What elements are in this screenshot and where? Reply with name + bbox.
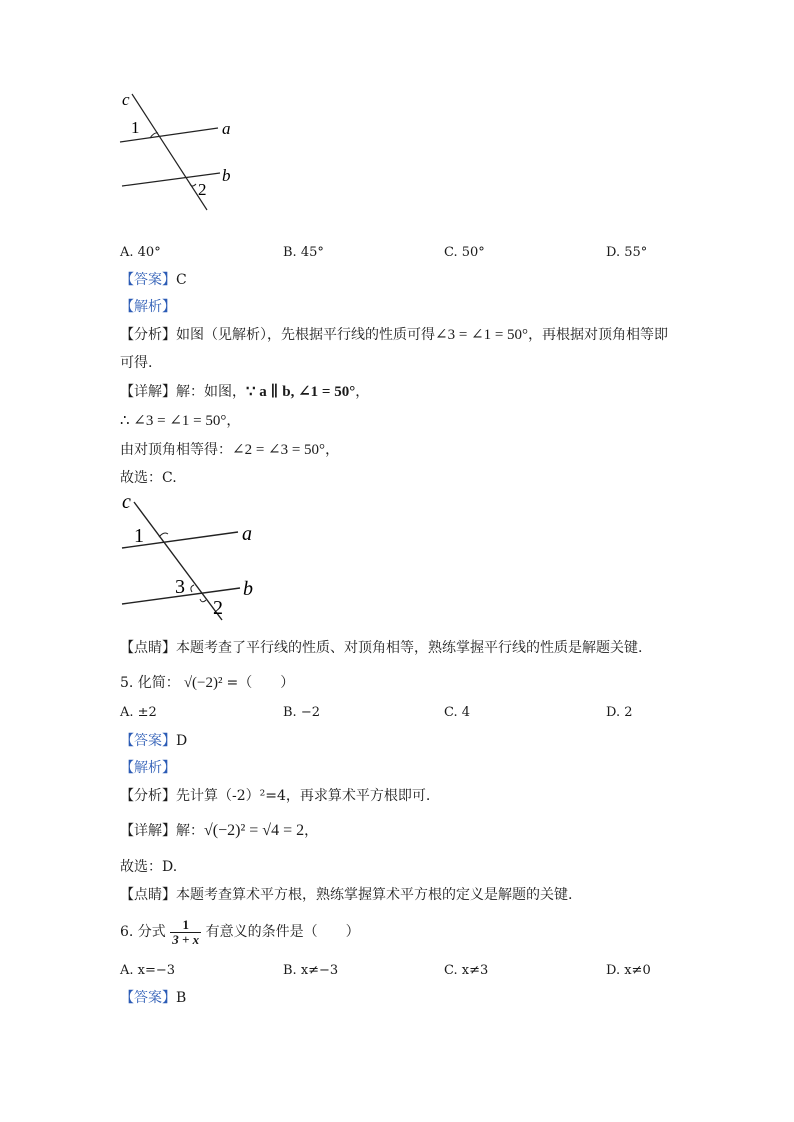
q4-xiangjie-line — [120, 382, 369, 402]
option-b[interactable]: B. 45° — [283, 245, 324, 260]
q6-option-a[interactable]: A. x=−3 — [120, 963, 176, 978]
q5-option-d[interactable]: D. 2 — [606, 705, 633, 720]
q5-answer-line — [120, 731, 187, 751]
q6-option-d[interactable]: D. x≠0 — [606, 963, 651, 978]
analysis-tag: 【解析】 — [120, 299, 176, 315]
q5-stem-math: √(−2)² — [183, 675, 223, 691]
fenxi-text: 先计算（-2）²=4，再求算术平方根即可. — [176, 788, 431, 804]
fraction-numerator: 1 — [182, 916, 189, 932]
label-a: a — [242, 523, 252, 545]
answer-value: D — [176, 733, 188, 749]
label-a: a — [222, 119, 231, 138]
fraction-denominator: 3 + x — [172, 931, 200, 947]
q6-option-c[interactable]: C. x≠3 — [444, 963, 489, 978]
q6-stem-prefix: 6. 分式 — [120, 924, 166, 940]
label-1: 1 — [131, 118, 140, 137]
q5-dianjing-line — [120, 885, 572, 905]
q4-choose-line — [120, 468, 177, 488]
option-a[interactable]: A. 40° — [120, 245, 161, 260]
fenxi-tag: 【分析】 — [120, 788, 176, 804]
label-c: c — [122, 491, 131, 513]
xiangjie-text: 解：如图， — [176, 384, 246, 400]
fenxi-text: 如图（见解析），先根据平行线的性质可得 — [176, 327, 435, 343]
q5-fenxi-line — [120, 786, 430, 806]
label-c: c — [122, 90, 130, 109]
choose-text: 故选：D. — [120, 859, 178, 875]
xiangjie-tail: ， — [355, 384, 370, 400]
dianjing-tag: 【点睛】 — [120, 887, 176, 903]
xiangjie-tag: 【详解】 — [120, 384, 176, 400]
q4-step2-line — [120, 440, 339, 460]
step1-tail: ， — [226, 413, 241, 429]
q4-dianjing-line — [120, 638, 642, 658]
q4-answer-line — [120, 270, 187, 290]
q6-answer-line — [120, 988, 186, 1008]
q5-option-b[interactable]: B. −2 — [283, 705, 320, 720]
dianjing-tag: 【点睛】 — [120, 640, 176, 656]
analysis-tag: 【解析】 — [120, 760, 176, 776]
xiangjie-math: ∵ a ∥ b, ∠1 = 50° — [246, 384, 356, 400]
choose-text: 故选：C. — [120, 470, 177, 486]
fenxi-math: ∠3 = ∠1 = 50° — [435, 327, 529, 343]
step2-tail: ， — [325, 442, 340, 458]
q5-choose-line — [120, 857, 177, 877]
q5-stem-suffix: =（ ） — [226, 675, 295, 691]
q4-fenxi-line2 — [120, 353, 152, 373]
q4-step1-line — [120, 411, 240, 431]
fenxi-line2: 可得. — [120, 355, 153, 371]
answer-value: C — [176, 272, 187, 288]
label-2: 2 — [198, 180, 207, 199]
angle-2-arc — [200, 599, 206, 602]
figure-parallel-lines-2 — [112, 488, 272, 623]
q5-option-c[interactable]: C. 4 — [444, 705, 471, 720]
option-d[interactable]: D. 55° — [606, 245, 648, 260]
q6-stem-suffix: 有意义的条件是（ ） — [205, 924, 360, 940]
label-1: 1 — [134, 525, 144, 547]
xiangjie-math: √(−2)² = √4 = 2 — [204, 822, 305, 839]
fenxi-tail: ，再根据对顶角相等即 — [528, 327, 669, 343]
label-b: b — [243, 578, 253, 600]
transversal-c — [134, 502, 222, 620]
q6-fraction — [170, 918, 201, 947]
q4-fenxi-line — [120, 325, 668, 345]
q5-xiangjie-line — [120, 818, 318, 844]
xiangjie-tag: 【详解】 — [120, 823, 176, 839]
q5-analysis-line — [120, 758, 176, 778]
step2-math: ∠2 = ∠3 = 50° — [232, 442, 326, 458]
q6-stem — [120, 914, 360, 950]
xiangjie-tail: ， — [304, 823, 319, 839]
q4-analysis-line — [120, 297, 176, 317]
answer-value: B — [176, 990, 187, 1006]
dianjing-text: 本题考查算术平方根，熟练掌握算术平方根的定义是解题的关键. — [176, 887, 573, 903]
figure-parallel-lines-1 — [110, 88, 260, 218]
step2-text: 由对顶角相等得： — [120, 442, 232, 458]
answer-tag: 【答案】 — [120, 733, 176, 749]
label-3: 3 — [175, 576, 185, 598]
xiangjie-text: 解： — [176, 823, 204, 839]
q5-stem — [120, 671, 294, 695]
q6-option-b[interactable]: B. x≠−3 — [283, 963, 339, 978]
step1-math: ∴ ∠3 = ∠1 = 50° — [120, 413, 227, 429]
transversal-c — [132, 94, 207, 210]
fenxi-tag: 【分析】 — [120, 327, 176, 343]
q5-stem-prefix: 5. 化简： — [120, 675, 180, 691]
answer-tag: 【答案】 — [120, 272, 176, 288]
answer-tag: 【答案】 — [120, 990, 176, 1006]
label-b: b — [222, 166, 231, 185]
label-2: 2 — [213, 597, 223, 619]
dianjing-text: 本题考查了平行线的性质、对顶角相等，熟练掌握平行线的性质是解题关键. — [176, 640, 643, 656]
q5-option-a[interactable]: A. ±2 — [120, 705, 157, 720]
angle-3-arc — [191, 585, 194, 592]
option-c[interactable]: C. 50° — [444, 245, 485, 260]
